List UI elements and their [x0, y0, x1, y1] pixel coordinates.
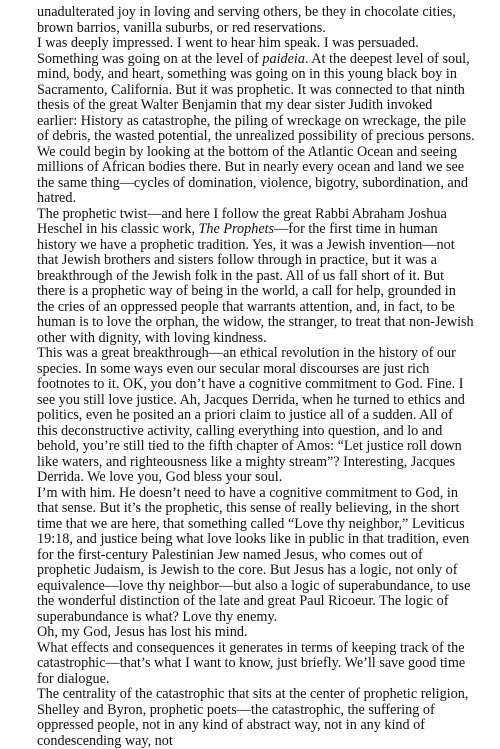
text-run: Oh, my God, Jesus has lost his mind. [37, 624, 248, 640]
document-page [37, 5, 475, 749]
text-run: —for the first time in human history we have a prophetic tradition. Yes, it was a Jewish invention—not that Jewish brothers and sisters follow through in practice, but it was a breakthrough of the Jewish folk in the past. All of us fall short of it. But there is a prophetic way of being in the world, a call for help, grounded in the cries of an oppressed people that warrants attention, and, in fact, to be human is to love the orphan, the widow, the stranger, to treat that non-Jewish other with dignity, with loving kindness. [37, 221, 474, 346]
paragraph [37, 346, 475, 486]
text-run: I’m with him. He doesn’t need to have a cognitive commitment to God, in that sense. But it’s the prophetic, this sense of really believing, in the short time that we are here, that something called “Love thy neighbor,” Leviticus 19:18, and justice being what love looks like in public in that tradition, even for the first-century Palestinian Jew named Jesus, who comes out of prophetic Judaism, is Jewish to the core. But Jesus has a logic, not only of equivalence—love thy neighbor—but also a logic of superabundance, to use the wonderful distinction of the late and great Paul Ricoeur. The logic of superabundance is what? Love thy enemy. [37, 484, 471, 625]
text-run: I was deeply impressed. I went to hear him speak. I was persuaded. Something was going on at the level of [37, 35, 419, 67]
text-run: The centrality of the catastrophic that sits at the center of prophetic religion, Shelley and Byron, prophetic poets—the catastrophic, the suffering of oppressed people, not in any kind of abstract way, not in any kind of condescending way, not [37, 686, 469, 749]
paragraph [37, 36, 475, 207]
paragraph [37, 641, 475, 688]
text-run: This was a great breakthrough—an ethical revolution in the history of our species. In some ways even our secular moral discourses are just rich footnotes to it. OK, you don’t have a cognitive commitment to God. Fine. I see you still love justice. Ah, Jacques Derrida, when he turned to ethics and politics, even he posited an a priori claim to justice all of a sudden. All of this deconstructive activity, calling everything into question, and lo and behold, you’re still tied to the fifth chapter of Amos: “Let justice roll down like waters, and righteousness like a mighty stream”? Interesting, Jacques Derrida. We love you, God bless your soul. [37, 345, 465, 485]
text-run: What effects and consequences it generates in terms of keeping track of the catastrophic—that’s what I want to know, just briefly. We’ll save good time for dialogue. [37, 639, 466, 687]
text-run: unadulterated joy in loving and serving others, be they in chocolate cities, brown barrios, vanilla suburbs, or red reservations. [37, 4, 456, 36]
paragraph [37, 207, 475, 347]
italic-term-paideia: paideia [262, 50, 305, 67]
italic-book-title: The Prophets [198, 221, 275, 237]
paragraph [37, 486, 475, 626]
paragraph [37, 625, 475, 641]
paragraph [37, 5, 475, 36]
text-run: . At the deepest level of soul, mind, body, and heart, something was going on in this young black boy in Sacramento, California. But it was prophetic. It was connected to that ninth thesis of the great Walter Benjamin that my dear sister Judith invoked earlier: History as catastrophe, the piling of wreckage on wreckage, the pile of debris, the wasted potential, the unrealized possibility of precious persons. We could begin by looking at the bottom of the Atlantic Ocean and seeing millions of African bodies there. But in nearly every ocean and land we see the same thing—cycles of domination, violence, bigotry, subordination, and hatred. [37, 50, 475, 206]
text-run: The prophetic twist—and here I follow the great Rabbi Abraham Joshua Heschel in his classic work, [37, 205, 447, 237]
paragraph [37, 687, 475, 749]
